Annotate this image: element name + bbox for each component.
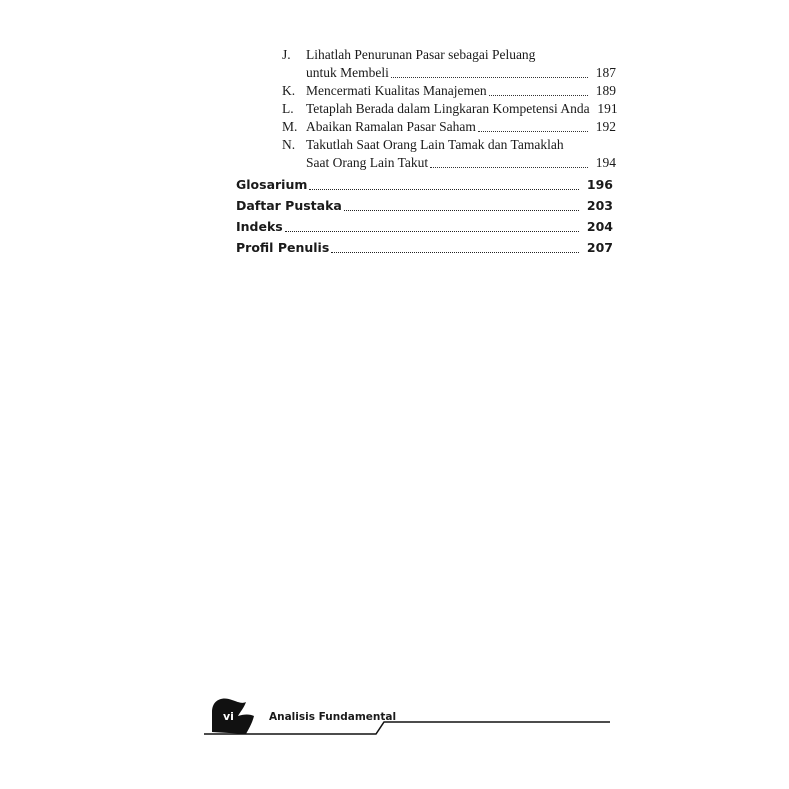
toc-letter: L. xyxy=(282,101,294,116)
toc-letter: K. xyxy=(282,83,296,98)
toc-letter: M. xyxy=(282,119,298,134)
toc-page-number: 196 xyxy=(586,177,613,192)
toc-main-title: Glosarium xyxy=(236,177,308,192)
toc-sub-title-line: Mencermati Kualitas Manajemen xyxy=(306,83,487,98)
toc-page-number: 187 xyxy=(595,65,616,80)
toc-sub-title-line: Tetaplah Berada dalam Lingkaran Kompetensi Anda xyxy=(306,101,590,116)
toc-sub-title-line: Lihatlah Penurunan Pasar sebagai Peluang xyxy=(306,47,536,62)
footer-page-number: vi xyxy=(223,710,234,723)
toc-page-number: 192 xyxy=(595,119,616,134)
toc-page-number: 207 xyxy=(586,240,613,255)
footer-book-title: Analisis Fundamental xyxy=(269,711,397,723)
toc-page-number: 191 xyxy=(597,101,618,116)
toc-page-number: 203 xyxy=(586,198,613,213)
toc-sub-title-line: untuk Membeli xyxy=(306,65,389,80)
toc-sub-title-line: Saat Orang Lain Takut xyxy=(306,155,429,170)
toc-main-title: Profil Penulis xyxy=(236,240,330,255)
toc-main-title: Indeks xyxy=(236,219,283,234)
toc-sub-title-line: Abaikan Ramalan Pasar Saham xyxy=(306,119,476,134)
toc-sub-title-line: Takutlah Saat Orang Lain Tamak dan Tamaklah xyxy=(306,137,564,152)
toc-main-title: Daftar Pustaka xyxy=(236,198,342,213)
footer-rule xyxy=(204,722,610,734)
toc-page-number: 194 xyxy=(595,155,616,170)
toc-page-number: 204 xyxy=(586,219,613,234)
toc-page-number: 189 xyxy=(595,83,616,98)
toc-letter: J. xyxy=(282,47,291,62)
toc-letter: N. xyxy=(282,137,296,152)
